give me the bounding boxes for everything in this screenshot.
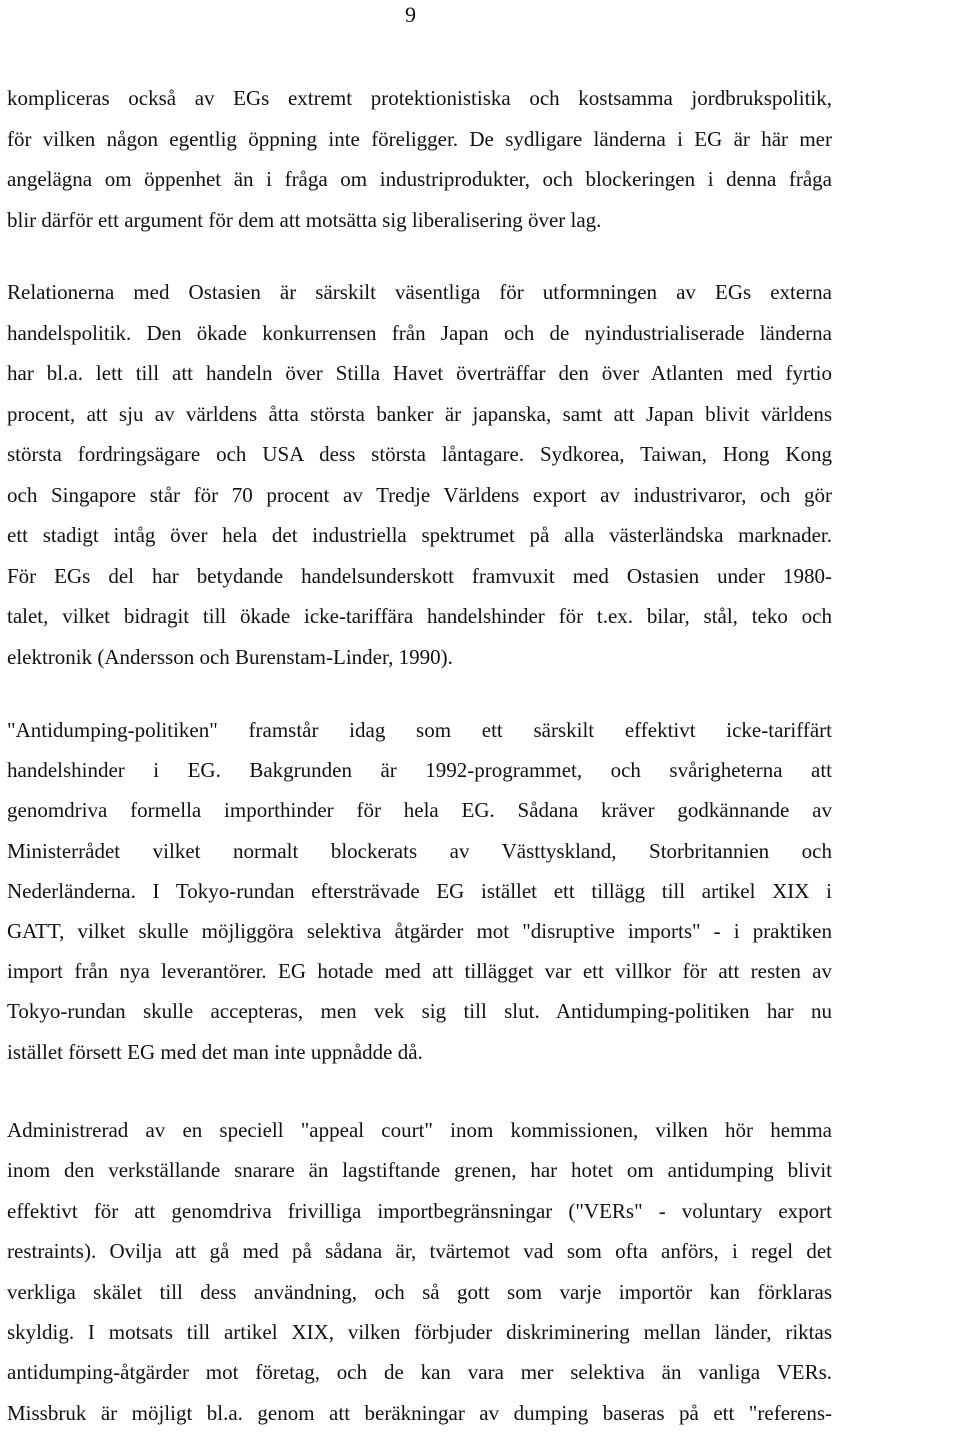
- text-line: blir därför ett argument för dem att motsätta sig liberalisering över lag.: [7, 207, 602, 232]
- text-line: genomdriva formella importhinder för hela EG. Sådana kräver godkännande av: [7, 798, 832, 823]
- text-line: för vilken någon egentlig öppning inte föreligger. De sydligare länderna i EG är här mer: [7, 126, 832, 151]
- text-line: angelägna om öppenhet än i fråga om industriprodukter, och blockeringen i denna fråga: [7, 167, 832, 191]
- paragraph: [7, 78, 832, 240]
- paragraph: [7, 272, 832, 677]
- text-line: handelshinder i EG. Bakgrunden är 1992-programmet, och svårigheterna att: [7, 758, 832, 783]
- text-line: kompliceras också av EGs extremt protektionistiska och kostsamma jordbrukspolitik,: [7, 86, 832, 110]
- text-line: Ministerrådet vilket normalt blockerats av Västtyskland, Storbritannien och: [7, 838, 832, 863]
- text-line: import från nya leverantörer. EG hotade med att tillägget var ett villkor för att resten av: [7, 959, 832, 984]
- text-line: Tokyo-rundan skulle accepteras, men vek sig till slut. Antidumping-politiken har nu: [7, 999, 832, 1024]
- paragraph: [7, 710, 832, 1072]
- text-line: verkliga skälet till dess användning, och så gott som varje importör kan förklaras: [7, 1279, 832, 1304]
- paragraph: [7, 1110, 832, 1433]
- text-line: elektronik (Andersson och Burenstam-Linder, 1990).: [7, 644, 453, 669]
- text-line: istället försett EG med det man inte uppnådde då.: [7, 1039, 423, 1064]
- text-line: Administrerad av en speciell "appeal court" inom kommissionen, vilken hör hemma: [7, 1118, 832, 1142]
- text-line: antidumping-åtgärder mot företag, och de kan vara mer selektiva än vanliga VERs.: [7, 1360, 832, 1385]
- text-line: Nederländerna. I Tokyo-rundan eftersträvade EG istället ett tillägg till artikel XIX i: [7, 878, 832, 903]
- text-line: har bl.a. lett till att handeln över Stilla Havet överträffar den över Atlanten med fyrtio: [7, 361, 832, 385]
- text-line: skyldig. I motsats till artikel XIX, vilken förbjuder diskriminering mellan länder, riktas: [7, 1319, 832, 1344]
- text-line: ett stadigt intåg över hela det industriella spektrumet på alla västerländska marknader.: [7, 523, 832, 547]
- text-line: GATT, vilket skulle möjliggöra selektiva åtgärder mot "disruptive imports" - i praktiken: [7, 918, 832, 943]
- text-line: För EGs del har betydande handelsunderskott framvuxit med Ostasien under 1980-: [7, 563, 832, 588]
- page-number: 9: [405, 2, 416, 27]
- text-line: Relationerna med Ostasien är särskilt väsentliga för utformningen av EGs externa: [7, 280, 832, 304]
- text-line: Missbruk är möjligt bl.a. genom att beräkningar av dumping baseras på ett "referens-: [7, 1400, 832, 1425]
- text-line: restraints). Ovilja att gå med på sådana är, tvärtemot vad som ofta anförs, i regel det: [7, 1239, 832, 1264]
- text-line: talet, vilket bidragit till ökade icke-tariffära handelshinder för t.ex. bilar, stål, teko och: [7, 604, 832, 628]
- text-line: "Antidumping-politiken" framstår idag som ett särskilt effektivt icke-tariffärt: [7, 718, 832, 742]
- text-line: största fordringsägare och USA dess största låntagare. Sydkorea, Taiwan, Hong Kong: [7, 442, 832, 466]
- text-line: effektivt för att genomdriva frivilliga importbegränsningar ("VERs" - voluntary export: [7, 1198, 832, 1223]
- text-line: inom den verkställande snarare än lagstiftande grenen, har hotet om antidumping blivit: [7, 1158, 832, 1183]
- text-line: procent, att sju av världens åtta största banker är japanska, samt att Japan blivit världens: [7, 401, 832, 426]
- text-line: och Singapore står för 70 procent av Tredje Världens export av industrivaror, och gör: [7, 482, 832, 507]
- text-line: handelspolitik. Den ökade konkurrensen från Japan och de nyindustrialiserade länderna: [7, 320, 832, 345]
